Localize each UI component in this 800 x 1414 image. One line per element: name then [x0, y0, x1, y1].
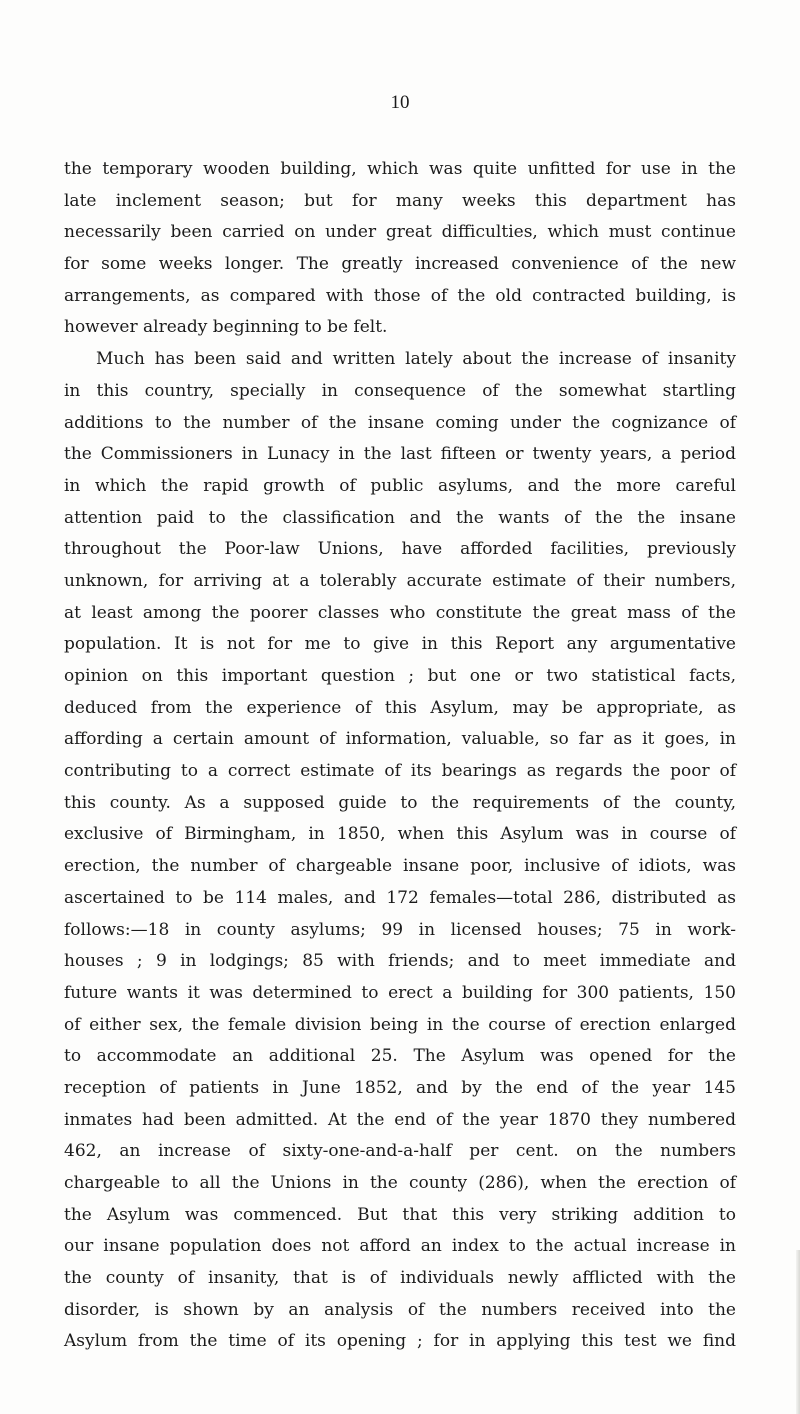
- text-line: opinion on this important question ; but one or two statistical facts,: [64, 666, 736, 686]
- text-line: contributing to a correct estimate of its bearings as regards the poor of: [64, 761, 736, 782]
- text-line: in this country, specially in consequence of the somewhat startling: [64, 380, 736, 401]
- text-line: ascertained to be 114 males, and 172 females—total 286, distributed as: [64, 887, 736, 908]
- text-line: chargeable to all the Unions in the county (286), when the erection of: [64, 1173, 736, 1193]
- paragraph-start-line: Much has been said and written lately about the increase of insanity: [96, 349, 736, 370]
- text-line: erection, the number of chargeable insane poor, inclusive of idiots, was: [64, 856, 736, 877]
- text-line: exclusive of Birmingham, in 1850, when this Asylum was in course of: [64, 824, 736, 845]
- text-line: the Commissioners in Lunacy in the last fifteen or twenty years, a period: [64, 444, 736, 465]
- text-line: Asylum from the time of its opening ; for in applying this test we find: [64, 1331, 736, 1352]
- text-line: arrangements, as compared with those of the old contracted building, is: [64, 285, 736, 306]
- text-line: this county. As a supposed guide to the requirements of the county,: [64, 792, 736, 813]
- text-line: to accommodate an additional 25. The Asylum was opened for the: [64, 1046, 736, 1067]
- text-line: population. It is not for me to give in this Report any argumentative: [64, 634, 736, 655]
- text-line: deduced from the experience of this Asylum, may be appropriate, as: [64, 697, 736, 718]
- text-line: disorder, is shown by an analysis of the numbers received into the: [64, 1299, 736, 1320]
- text-line: for some weeks longer. The greatly increased convenience of the new: [64, 254, 736, 275]
- text-line: unknown, for arriving at a tolerably accurate estimate of their numbers,: [64, 570, 736, 591]
- text-line: our insane population does not afford an index to the actual increase in: [64, 1236, 736, 1257]
- text-line: reception of patients in June 1852, and by the end of the year 145: [64, 1077, 736, 1098]
- text-line: at least among the poorer classes who constitute the great mass of the: [64, 602, 736, 623]
- text-line: necessarily been carried on under great difficulties, which must continue: [64, 222, 736, 243]
- text-line: future wants it was determined to erect a building for 300 patients, 150: [64, 982, 736, 1003]
- text-line: however already beginning to be felt.: [64, 317, 388, 338]
- text-line: throughout the Poor-law Unions, have afforded facilities, previously: [64, 539, 736, 560]
- text-line: houses ; 9 in lodgings; 85 with friends; and to meet immediate and: [64, 951, 736, 972]
- page-number: 10: [390, 92, 410, 113]
- text-line: inmates had been admitted. At the end of the year 1870 they numbered: [64, 1109, 736, 1130]
- body-text: [64, 154, 736, 1358]
- text-line: the temporary wooden building, which was quite unfitted for use in the: [64, 159, 736, 179]
- text-line: of either sex, the female division being in the course of erection enlarged: [64, 1014, 736, 1035]
- text-line: follows:—18 in county asylums; 99 in licensed houses; 75 in work-: [64, 919, 736, 940]
- text-line: 462, an increase of sixty-one-and-a-half per cent. on the numbers: [64, 1141, 736, 1162]
- text-line: affording a certain amount of information, valuable, so far as it goes, in: [64, 729, 736, 750]
- page-edge-shadow: [796, 1250, 800, 1414]
- text-line: the county of insanity, that is of individuals newly afflicted with the: [64, 1268, 736, 1289]
- text-line: additions to the number of the insane coming under the cognizance of: [64, 412, 736, 433]
- text-line: the Asylum was commenced. But that this very striking addition to: [64, 1204, 736, 1225]
- text-line: attention paid to the classification and the wants of the the insane: [64, 507, 736, 528]
- text-line: in which the rapid growth of public asylums, and the more careful: [64, 475, 736, 496]
- text-line: late inclement season; but for many weeks this department has: [64, 190, 736, 211]
